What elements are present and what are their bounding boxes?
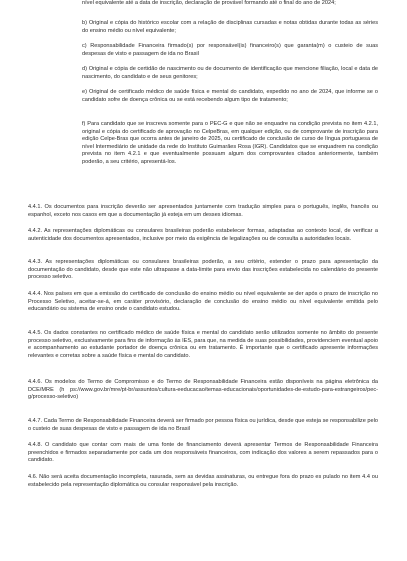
- item-d: d) Original e cópia de certidão de nascimento ou de documento de identificação que mencione filiação, local e data de nascimento, do candidato e de seus genitores;: [82, 66, 378, 80]
- section-4-4-2: 4.4.2. As representações diplomáticas ou consulares brasileiras poderão estabelecer formas, adaptadas ao contexto local, de verificar a autenticidade dos documentos apresentados, inclusive por meio da exigência de legalizações ou de consulta a autoridades locais.: [28, 228, 378, 242]
- item-e: e) Original de certificado médico de saúde física e mental do candidato, expedido no ano de 2024, que informe se o candidato sofre de doença crônica ou se está recebendo algum tipo de tratamento;: [82, 89, 378, 103]
- item-b: b) Original e cópia do histórico escolar com a relação de disciplinas cursadas e notas obtidas durante todas as séries do ensino médio ou nível equivalente;: [82, 20, 378, 34]
- section-4-4-4: 4.4.4. Nos países em que a emissão do certificado de conclusão do ensino médio ou nível equivalente se der após o prazo de inscrição no Processo Seletivo, aceitar-se-á, em caráter provisório, declaração de conclusão do ensino médio ou nível equivalente emitida pelo educandário ou sistema de ensino onde o candidato estudou.: [28, 291, 378, 313]
- item-a-continuation: nível equivalente até a data de inscrição, declaração de provável formando até o final do ano de 2024;: [82, 0, 336, 6]
- section-4-4-7: 4.4.7. Cada Termo de Responsabilidade Financeira deverá ser firmado por pessoa física ou jurídica, desde que esteja se responsabilize pelo o custeio de suas despesas de visto e passagem de ida no Brasil: [28, 418, 378, 432]
- section-4-4-5: 4.4.5. Os dados constantes no certificado médico de saúde física e mental do candidato serão utilizados somente no âmbito do presente processo seletivo, exclusivamente para fins de informação às IES, para que, na medida de suas possibilidades, providenciem eventual apoio e acompanhamento ao estudante portador de doença crônica ou em tratamento. É importante que o certificado apresente informações relevantes e corretas sobre a saúde física e mental do candidato.: [28, 330, 378, 359]
- section-4-4-3: 4.4.3. As representações diplomáticas ou consulares brasileiras poderão, a seu critério, estender o prazo para apresentação da documentação do candidato, desde que este não ultrapasse a data-limite para envio das inscrições estabelecida no calendário do presente processo seletivo.: [28, 259, 378, 281]
- section-4-6: 4.6. Não será aceita documentação incompleta, rasurada, sem as devidas assinaturas, ou entregue fora do prazo es pulado no item 4.4 ou estabelecido pela representação diplomática ou consular responsável pela inscrição.: [28, 474, 378, 488]
- item-f: f) Para candidato que se inscreva somente para o PEC-G e que não se enquadre na condição prevista no item 4.2.1, original e cópia do certificado de aprovação no CelpeBras, em qualquer edição, ou de comprovante de inscrição para edição Celpe-Bras que ocorra antes de janeiro de 2025, ou certificado de conclusão de curso de língua portuguesa de nível Intermediário de unidade da rede do Instituto Guimarães Rosa (IGR). Candidatos que se enquadrem na condição prevista no item 4.2.1 e que eventualmente possuam algum dos comprovantes citados anteriormente, também poderão, a seu critério, apresentá-los.: [82, 121, 378, 165]
- item-c: c) Responsabilidade Financeira firmado(s) por responsável(is) financeiro(s) que garanta(m) o custeio de suas despesas de visto e passagem de ida no Brasil: [82, 43, 378, 57]
- section-4-4-8: 4.4.8. O candidato que contar com mais de uma fonte de financiamento deverá apresentar Termos de Responsabilidade Financeira preenchidos e firmados separadamente por cada um dos responsáveis financeiros, com indicação dos valores a serem repassados para o candidato.: [28, 442, 378, 464]
- section-4-4-6: 4.4.6. Os modelos do Termo de Compromisso e do Termo de Responsabilidade Financeira estão disponíveis na página eletrônica da DCE/MRE (h ps://www.gov.br/mre/pt-br/assuntos/cultura-eeducacao/temas-educacionais/oportunidades-de-estudo-para-estrangeiros/pec-g/processo-seletivo): [28, 379, 378, 401]
- section-4-4-1: 4.4.1. Os documentos para inscrição deverão ser apresentados juntamente com tradução simples para o português, inglês, francês ou espanhol, exceto nos casos em que a documentação já esteja em um desses idiomas.: [28, 204, 378, 218]
